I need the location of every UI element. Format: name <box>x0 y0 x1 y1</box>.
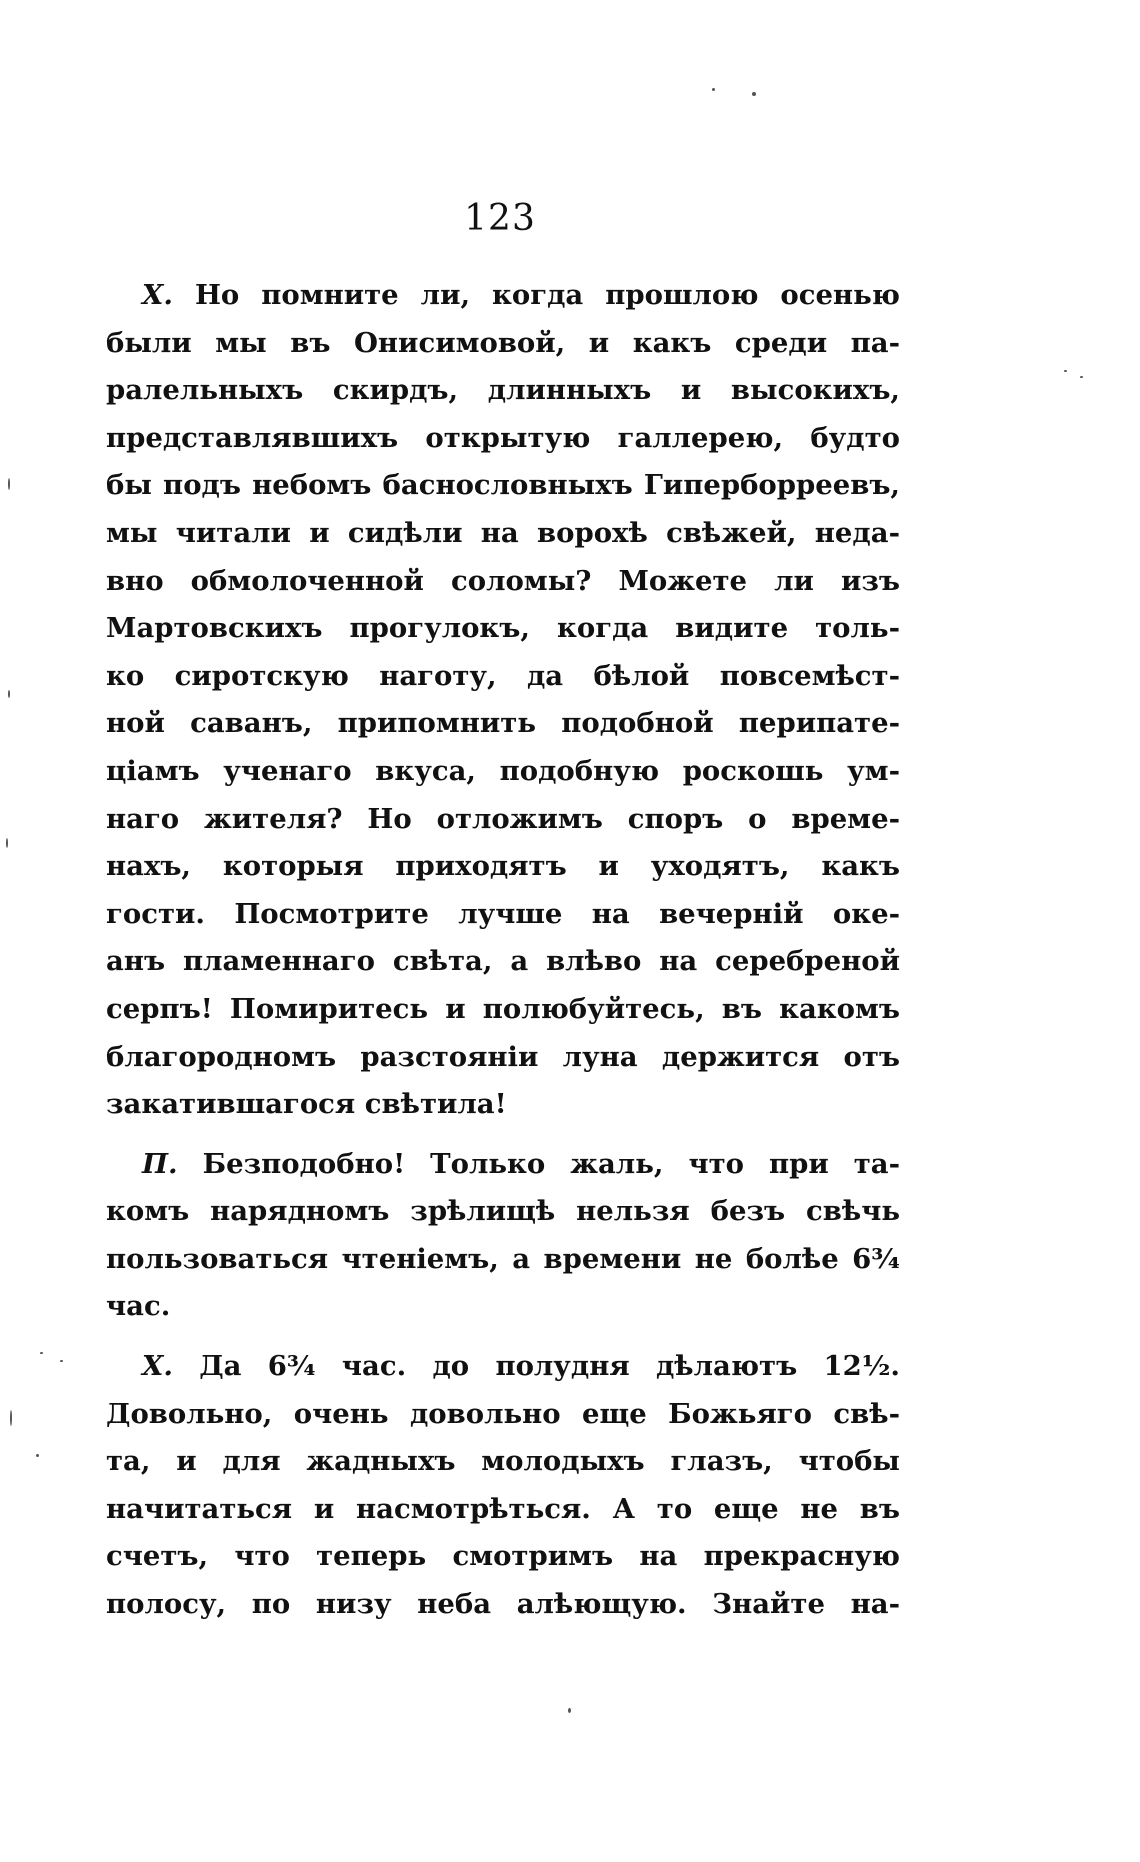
text-line: наго жителя? Но отложимъ споръ о време- <box>106 802 900 835</box>
scan-speck <box>6 838 8 848</box>
scan-speck <box>36 1454 39 1457</box>
text-line: комъ нарядномъ зрѣлищѣ нельзя безъ свѣчь <box>106 1195 900 1228</box>
speaker-label: Х. <box>142 279 173 311</box>
text-line: серпъ! Помиритесь и полюбуйтесь, въ какомъ <box>106 992 900 1025</box>
text-line: цiамъ ученаго вкуса, подобную роскошь ум- <box>106 754 900 787</box>
page-text <box>106 272 900 1629</box>
text-line: бы подъ небомъ баснословныхъ Гиперборреевъ, <box>106 469 900 502</box>
scan-speck <box>10 1410 12 1426</box>
text-line: гости. Посмотрите лучше на вечернiй оке- <box>106 897 900 930</box>
text-line: начитаться и насмотрѣться. А то еще не въ <box>106 1492 900 1525</box>
scan-speck <box>752 92 756 96</box>
scan-speck <box>60 1360 63 1362</box>
paragraph <box>106 1141 900 1331</box>
text-line: Х. Но помните ли, когда прошлою осенью <box>142 279 901 311</box>
text-line: Х. Да 6¾ час. до полудня дѣлаютъ 12½. <box>142 1350 901 1383</box>
text-line: ралельныхъ скирдъ, длинныхъ и высокихъ, <box>106 374 900 407</box>
speaker-label: Х. <box>142 1350 173 1383</box>
text-line: Довольно, очень довольно еще Божьяго свѣ- <box>106 1397 900 1430</box>
scan-speck <box>8 478 10 490</box>
scan-speck <box>1064 370 1067 372</box>
scan-speck <box>1080 376 1083 378</box>
text-line: полосу, по низу неба алѣющую. Знайте на- <box>106 1588 900 1621</box>
scan-speck <box>712 88 715 91</box>
scan-speck <box>40 1352 43 1354</box>
page-number: 123 <box>464 198 536 239</box>
text-line: пользоваться чтенiемъ, а времени не болѣе 6¾ <box>106 1242 900 1275</box>
text-line: вно обмолоченной соломы? Можете ли изъ <box>106 564 900 597</box>
text-line: представлявшихъ открытую галлерею, будто <box>106 421 900 454</box>
text-line: нахъ, которыя приходятъ и уходятъ, какъ <box>106 850 900 883</box>
text-line: П. Безподобно! Только жаль, что при та- <box>142 1147 900 1180</box>
text-line: мы читали и сидѣли на ворохѣ свѣжей, неда- <box>106 516 900 549</box>
text-line: та, и для жадныхъ молодыхъ глазъ, чтобы <box>106 1445 900 1478</box>
text-line: благородномъ разстоянiи луна держится отъ <box>106 1040 900 1073</box>
speaker-label: П. <box>142 1147 178 1180</box>
paragraph <box>106 272 900 1129</box>
text-line: анъ пламеннаго свѣта, а влѣво на серебреной <box>106 945 900 978</box>
scan-speck <box>568 1708 571 1713</box>
text-line: ко сиротскую наготу, да бѣлой повсемѣст- <box>106 659 900 692</box>
paragraph <box>106 1343 900 1629</box>
scan-speck <box>8 690 10 698</box>
text-line: были мы въ Онисимовой, и какъ среди па- <box>106 326 900 359</box>
text-line: закатившагося свѣтила! <box>106 1088 507 1121</box>
text-line: Мартовскихъ прогулокъ, когда видите толь- <box>106 612 900 645</box>
text-line: час. <box>106 1290 171 1323</box>
text-line: счетъ, что теперь смотримъ на прекрасную <box>106 1540 900 1573</box>
text-line: ной саванъ, припомнить подобной перипате- <box>106 707 900 740</box>
